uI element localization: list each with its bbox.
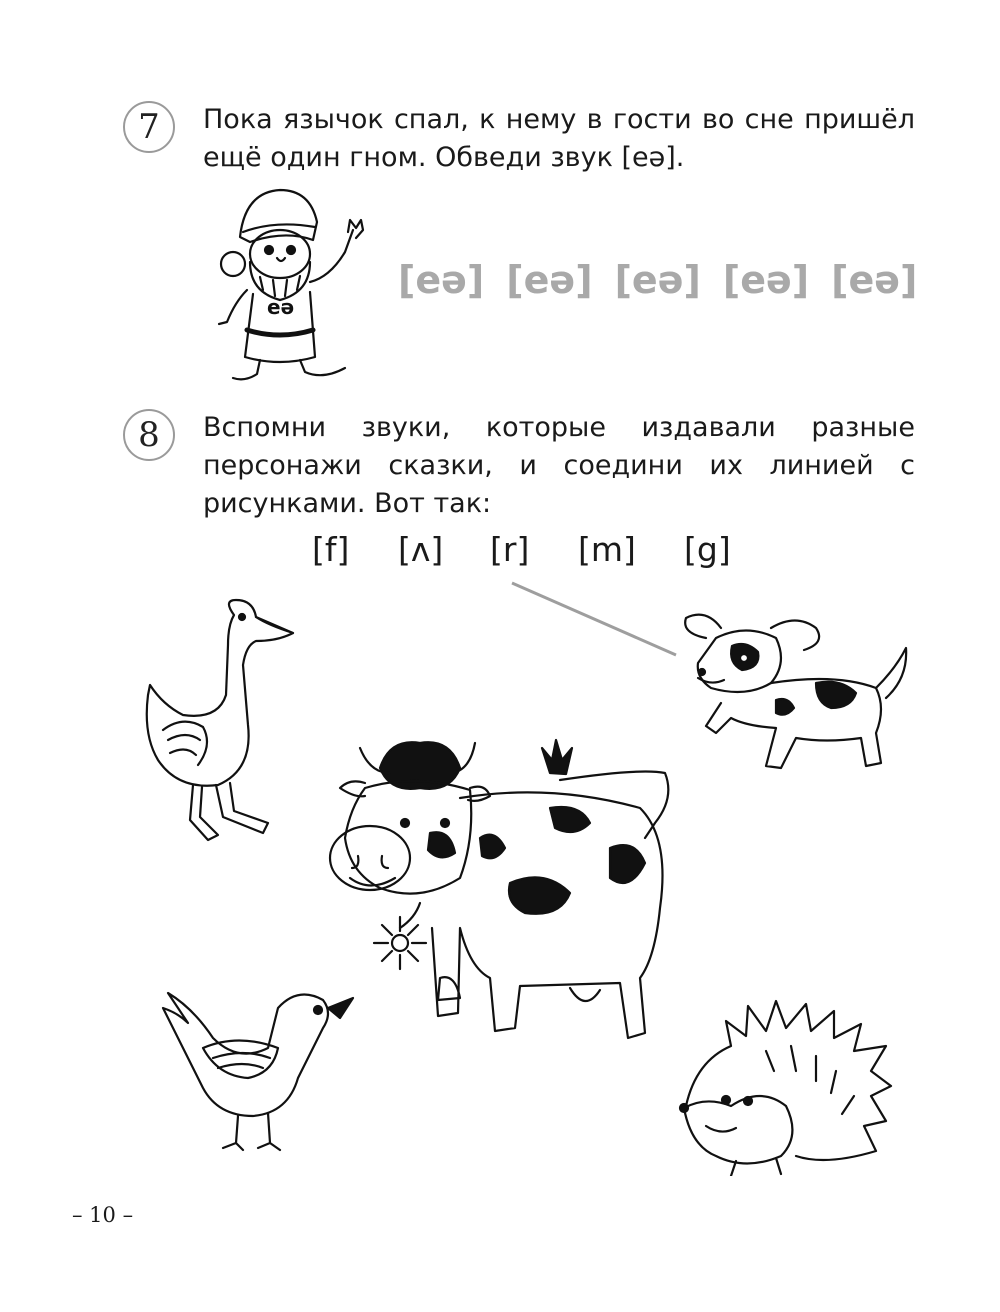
gnome-illustration — [205, 182, 380, 387]
sound-g[interactable]: [g] — [684, 530, 731, 569]
gnome-shirt-label: eə — [267, 295, 295, 319]
hedgehog-illustration[interactable] — [676, 996, 896, 1176]
sound-option[interactable]: [eə] — [722, 258, 810, 302]
page-number: – 10 – — [72, 1203, 134, 1227]
task-7-text: Пока язычок спал, к нему в гости во сне пришёл ещё один гном. Обведи звук [eə]. — [203, 104, 915, 173]
gnome-sound-options — [398, 258, 917, 302]
task-7-number: 7 — [123, 101, 175, 153]
bird-illustration[interactable] — [158, 978, 358, 1158]
sound-f[interactable]: [f] — [312, 530, 350, 569]
sound-m[interactable]: [m] — [578, 530, 636, 569]
sound-option[interactable]: [eə] — [614, 258, 701, 302]
sound-wedge[interactable]: [ʌ] — [398, 530, 444, 569]
sound-option[interactable]: [eə] — [398, 258, 485, 302]
dog-illustration[interactable] — [676, 608, 916, 778]
sound-r[interactable]: [r] — [490, 530, 530, 569]
sound-option[interactable]: [eə] — [831, 258, 918, 302]
task-8-number: 8 — [123, 409, 175, 461]
cow-illustration[interactable] — [320, 728, 680, 1058]
sound-option[interactable]: [eə] — [506, 258, 593, 302]
task-8-text: Вспомни звуки, которые издавали разные персонажи сказки, и соедини их линией с рисунками. Вот так: — [203, 412, 915, 519]
goose-illustration[interactable] — [138, 595, 303, 845]
